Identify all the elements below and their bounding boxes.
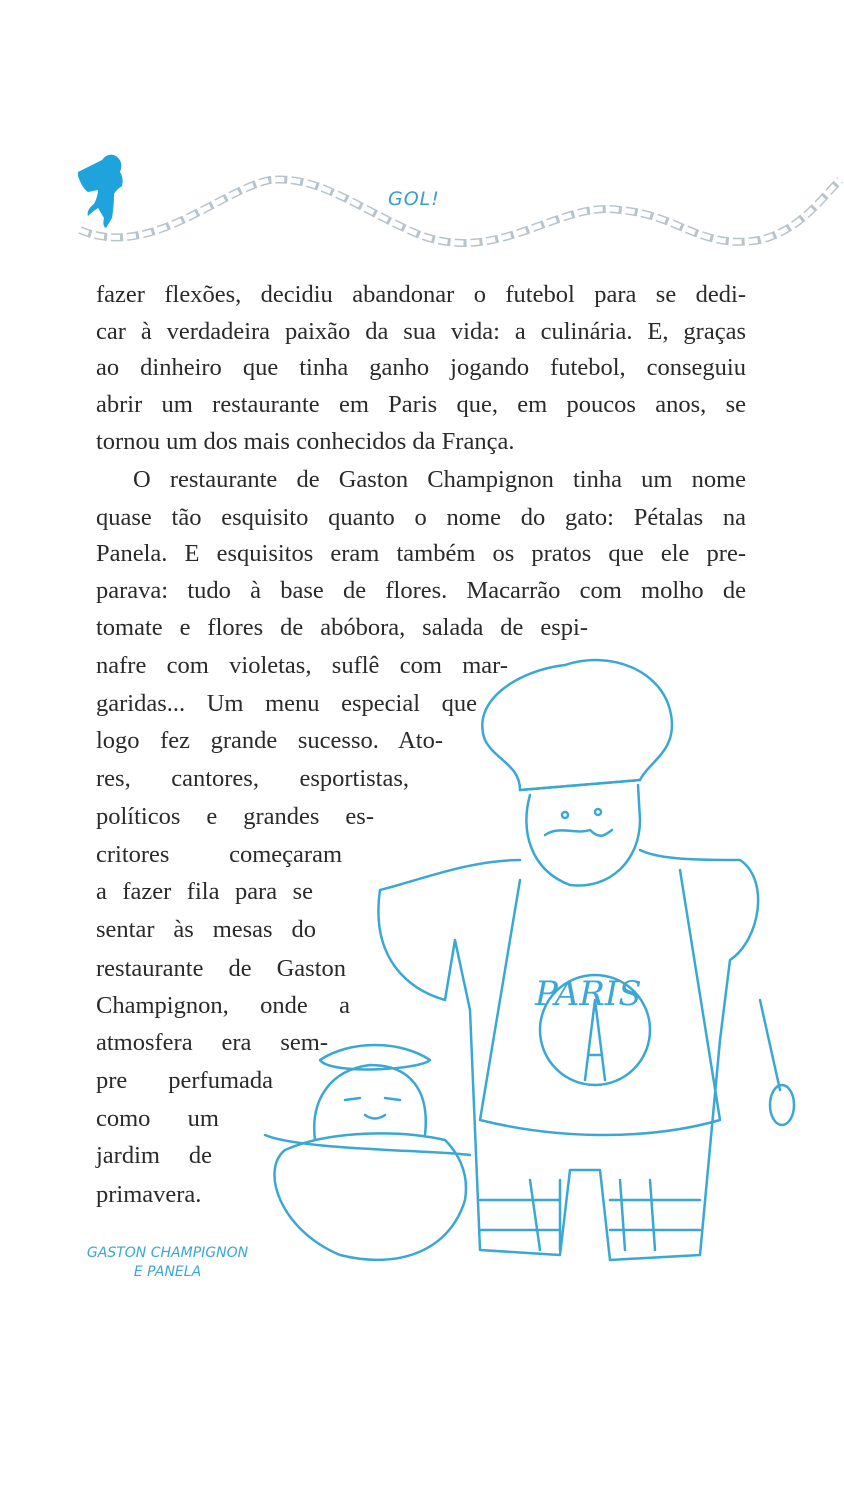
text-line: quase tão esquisito quanto o nome do gato: Pétalas na (96, 504, 746, 531)
chef-body (378, 850, 758, 1260)
text-line: Champignon, onde a (96, 992, 350, 1019)
text-line: Panela. E esquisitos eram também os pratos que ele pre- (96, 540, 746, 567)
text-line: jardim de (96, 1142, 212, 1169)
text-line: restaurante de Gaston (96, 955, 346, 982)
text-line: como um (96, 1105, 219, 1132)
chef-hat (482, 660, 672, 790)
text-line: parava: tudo à base de flores. Macarrão com molho de (96, 577, 746, 604)
caption-line: GASTON CHAMPIGNON (86, 1245, 249, 1261)
text-line: tornou um dos mais conhecidos da França. (96, 428, 515, 455)
text-line: primavera. (96, 1181, 202, 1208)
chapter-title: GOL! (388, 188, 440, 210)
text-line: res, cantores, esportistas, (96, 765, 409, 792)
illustration-caption (70, 1244, 265, 1282)
text-line: critores começaram (96, 841, 342, 868)
text-line: nafre com violetas, suflê com mar- (96, 652, 508, 679)
text-line: sentar às mesas do (96, 916, 316, 943)
text-line: políticos e grandes es- (96, 803, 374, 830)
text-line: garidas... Um menu especial que (96, 690, 477, 717)
apron-text: PARIS (535, 974, 642, 1014)
spoon (760, 1000, 780, 1090)
text-line: car à verdadeira paixão da sua vida: a culinária. E, graças (96, 318, 746, 345)
chef-head (526, 785, 640, 886)
text-line: tomate e flores de abóbora, salada de espi- (96, 614, 588, 641)
text-line: abrir um restaurante em Paris que, em poucos anos, se (96, 391, 746, 418)
text-line: O restaurante de Gaston Champignon tinha um nome (133, 466, 746, 493)
text-line: ao dinheiro que tinha ganho jogando futebol, conseguiu (96, 354, 746, 381)
text-line: logo fez grande sucesso. Ato- (96, 727, 443, 754)
text-line: pre perfumada (96, 1067, 273, 1094)
text-line: fazer flexões, decidiu abandonar o futebol para se dedi- (96, 281, 746, 308)
text-line: atmosfera era sem- (96, 1029, 328, 1056)
cat (314, 1065, 426, 1140)
caption-line: E PANELA (133, 1264, 202, 1280)
text-line: a fazer fila para se (96, 878, 313, 905)
